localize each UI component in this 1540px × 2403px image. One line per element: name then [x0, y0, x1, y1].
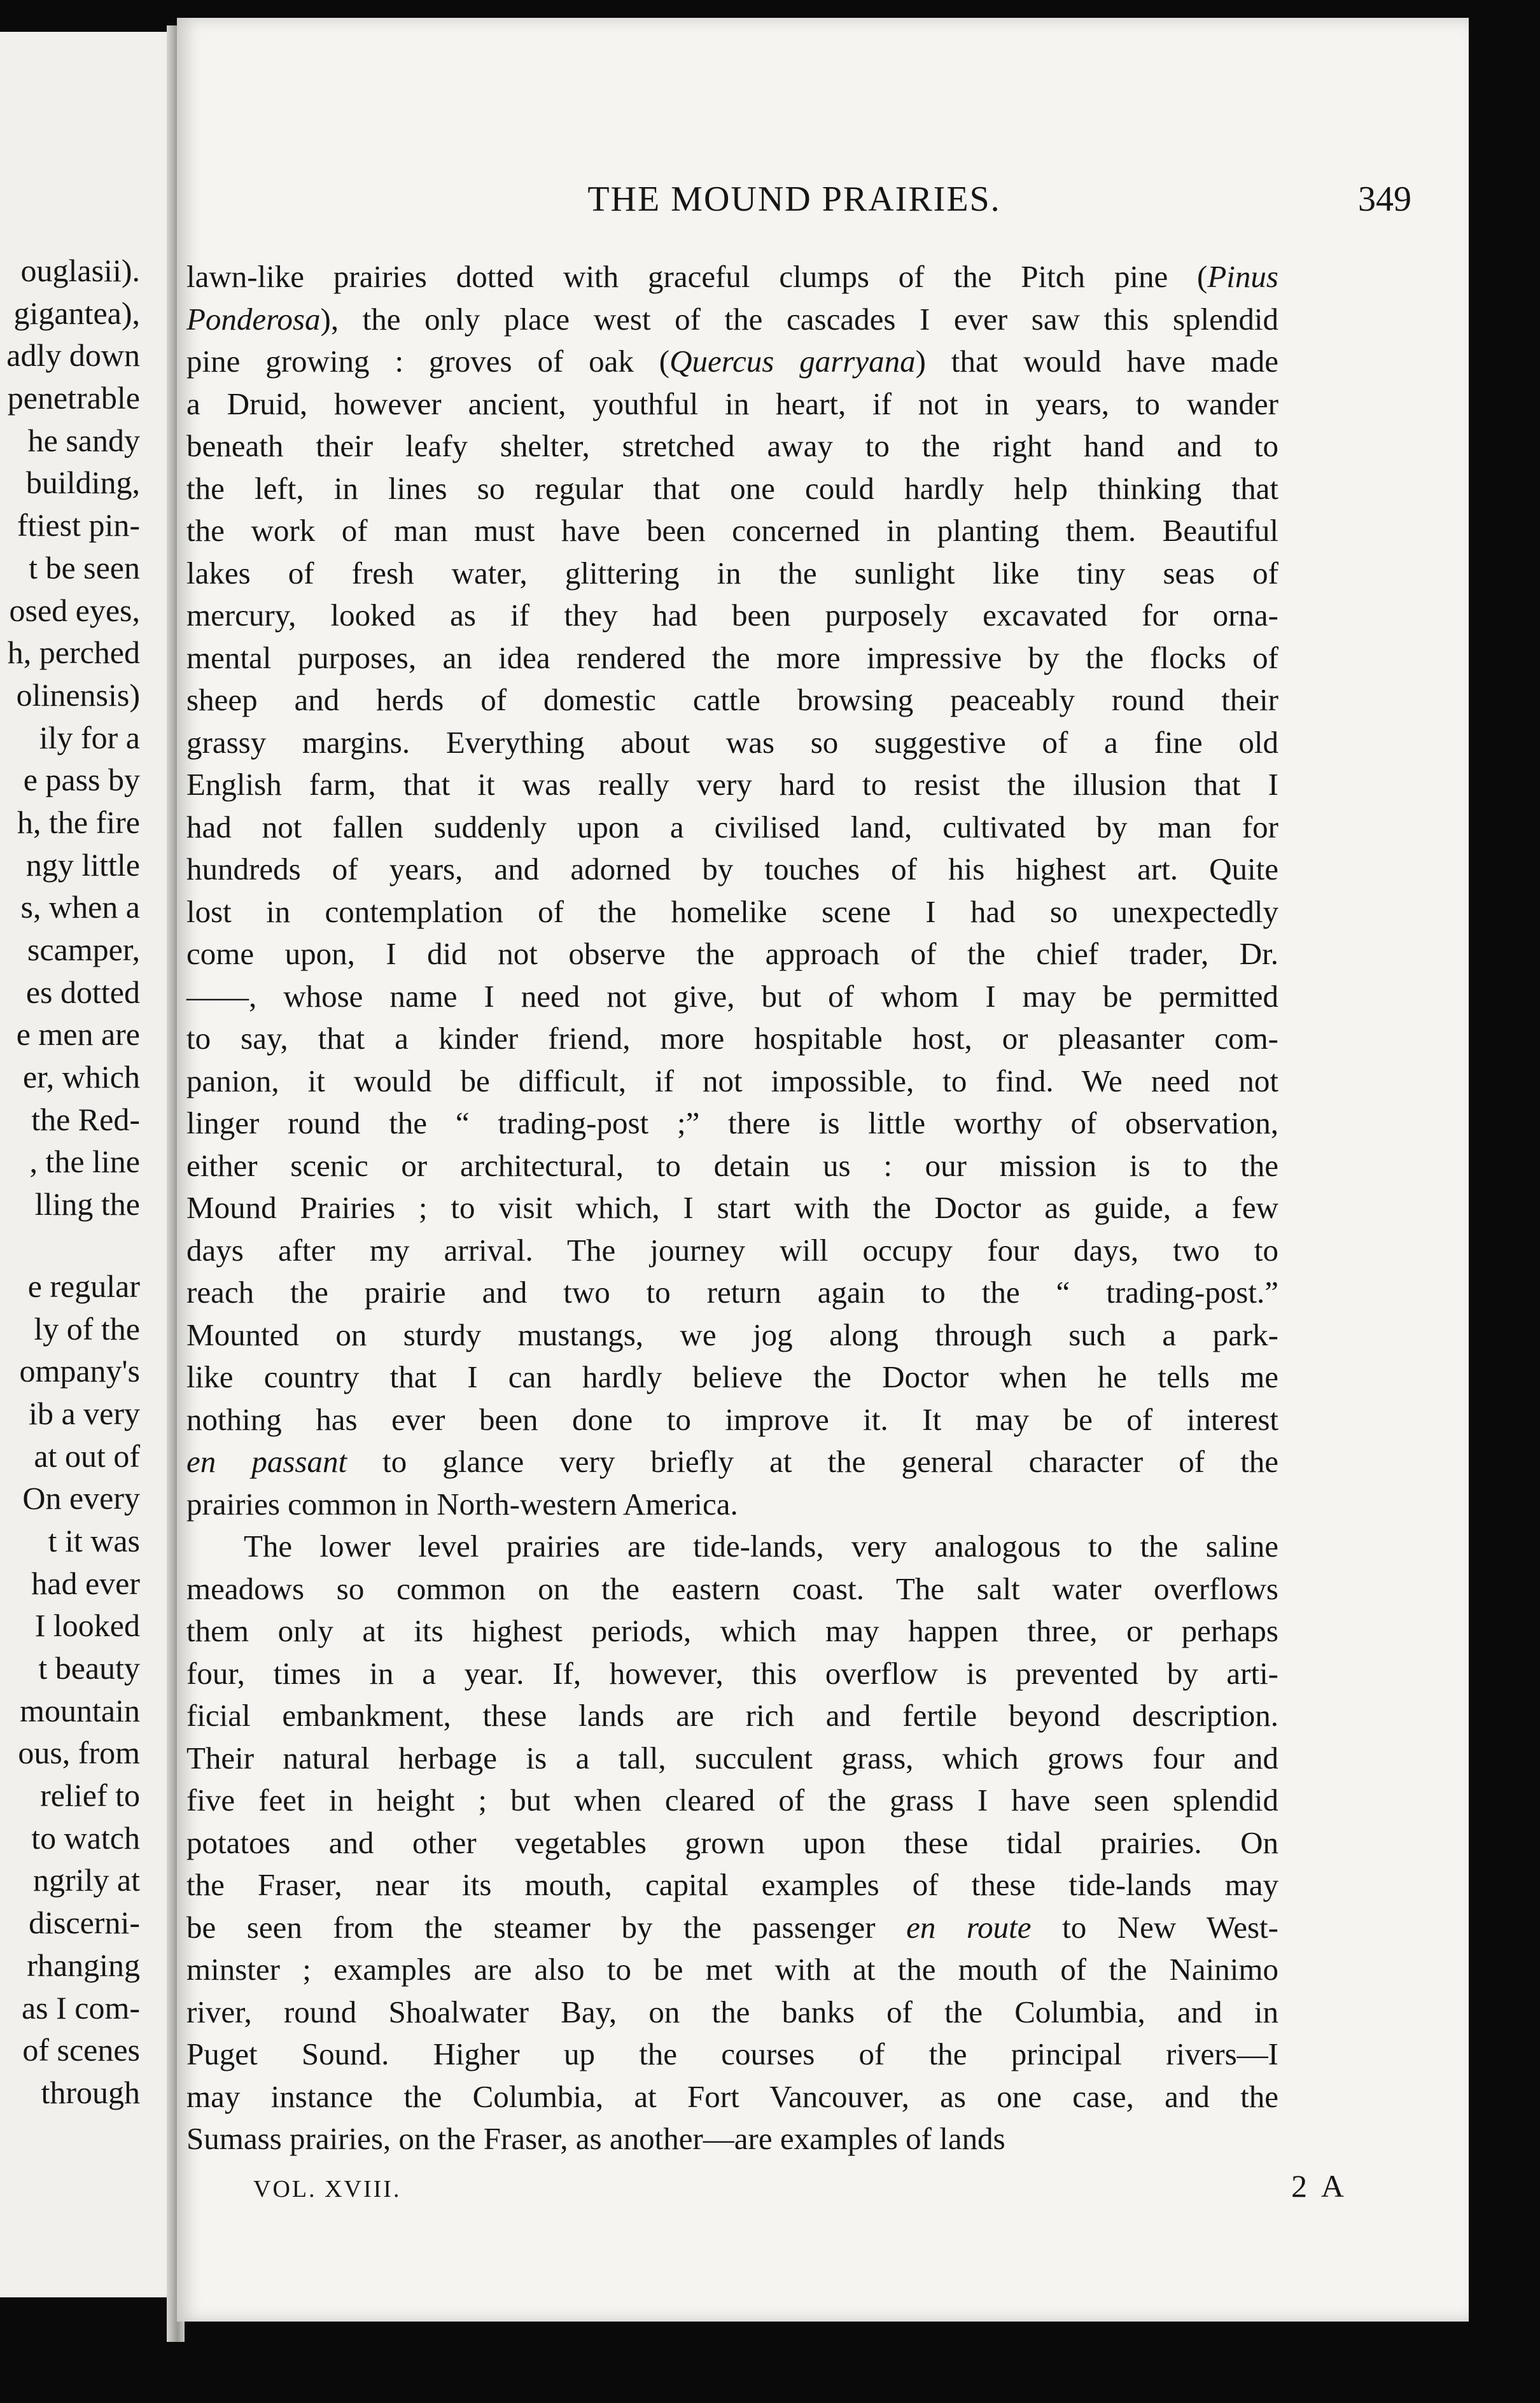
facing-page-line: t it was [48, 1522, 140, 1559]
text-line: river, round Shoalwater Bay, on the banks of the Columbia, and in [186, 1994, 1278, 2029]
facing-page-line: er, which [22, 1059, 140, 1095]
facing-page-line: adly down [6, 337, 140, 374]
text-line: The lower level prairies are tide-lands, very analogous to the saline [244, 1529, 1278, 1564]
italic-term: en route [906, 1909, 1032, 1945]
text-line: either scenic or architectural, to detain us : our mission is to the [186, 1147, 1278, 1183]
text-line: Ponderosa), the only place west of the cascades I ever saw this splendid [186, 301, 1278, 337]
paragraph-gap [6, 1226, 140, 1265]
italic-term: en passant [186, 1444, 347, 1479]
text-line: them only at its highest periods, which may happen three, or perhaps [186, 1613, 1278, 1648]
text-line: may instance the Columbia, at Fort Vancouver, as one case, and the [186, 2078, 1278, 2114]
text-line: days after my arrival. The journey will occupy four days, two to [186, 1232, 1278, 1268]
facing-page-line: had ever [31, 1565, 140, 1601]
paragraph [186, 256, 1278, 1525]
facing-page-line: gigantea), [13, 295, 140, 331]
facing-page-line: rhanging [27, 1947, 140, 1983]
text-line: Puget Sound. Higher up the courses of the principal rivers—I [186, 2036, 1278, 2071]
page [177, 18, 1469, 2322]
page-footer [253, 2168, 1348, 2213]
facing-page-line: as I com- [21, 1989, 140, 2026]
text-line: sheep and herds of domestic cattle browsing peaceably round their [186, 682, 1278, 717]
facing-page-line: lling the [34, 1186, 140, 1223]
facing-page-line: ouglasii). [20, 253, 140, 288]
facing-page-line: e regular [27, 1268, 140, 1304]
running-header [177, 177, 1469, 221]
text-line: come upon, I did not observe the approach of the chief trader, Dr. [186, 936, 1278, 971]
text-line: the work of man must have been concerned in planting them. Beautiful [186, 513, 1278, 548]
text-line: lakes of fresh water, glittering in the sunlight like tiny seas of [186, 555, 1278, 591]
text-line: had not fallen suddenly upon a civilised land, cultivated by man for [186, 809, 1278, 844]
facing-page-line: he sandy [27, 422, 140, 458]
facing-page-line: h, the fire [17, 804, 140, 840]
text-line: ficial embankment, these lands are rich and fertile beyond description. [186, 1698, 1278, 1733]
text-line: a Druid, however ancient, youthful in heart, if not in years, to wander [186, 386, 1278, 421]
text-line: nothing has ever been done to improve it. It may be of interest [186, 1401, 1278, 1437]
text-line: hundreds of years, and adorned by touches of his highest art. Quite [186, 851, 1278, 886]
facing-page-line: ngrily at [32, 1862, 140, 1898]
facing-page-line: h, perched [7, 634, 140, 671]
text-line: English farm, that it was really very hard to resist the illusion that I [186, 767, 1278, 802]
italic-term: Quercus garryana [669, 344, 916, 379]
facing-page-line: e pass by [23, 762, 140, 798]
text-line: lawn-like prairies dotted with graceful clumps of the Pitch pine (Pinus [186, 259, 1278, 294]
facing-page-text [6, 249, 140, 2114]
facing-page-line: mountain [20, 1692, 140, 1728]
body-text [186, 256, 1278, 2161]
text-line: ——, whose name I need not give, but of whom I may be permitted [186, 978, 1278, 1014]
facing-page-line: the Red- [31, 1101, 140, 1137]
text-line: be seen from the steamer by the passenger en route to New West- [186, 1909, 1278, 1945]
facing-page-line: ous, from [18, 1735, 140, 1771]
facing-page-line: s, when a [20, 889, 140, 925]
text-line: Their natural herbage is a tall, succulent grass, which grows four and [186, 1740, 1278, 1776]
facing-page-line: , the line [29, 1144, 140, 1180]
facing-page-line: I looked [34, 1608, 140, 1644]
facing-page-line: of scenes [22, 2032, 140, 2068]
italic-term: Ponderosa [186, 301, 321, 337]
facing-page-line: e men are [16, 1016, 140, 1053]
text-line: four, times in a year. If, however, this overflow is prevented by arti- [186, 1655, 1278, 1691]
facing-page-line: es dotted [25, 974, 140, 1010]
text-line: five feet in height ; but when cleared of the grass I have seen splendid [186, 1783, 1278, 1818]
signature-mark: 2 A [1291, 2168, 1348, 2204]
facing-page-line: at out of [34, 1438, 140, 1474]
text-line: grassy margins. Everything about was so suggestive of a fine old [186, 724, 1278, 760]
facing-page-line: relief to [40, 1777, 140, 1814]
facing-page-line: through [41, 2074, 140, 2110]
facing-page-line: osed eyes, [9, 592, 140, 628]
text-line: pine growing : groves of oak (Quercus garryana) that would have made [186, 344, 1279, 379]
text-line: like country that I can hardly believe the Doctor when he tells me [186, 1359, 1278, 1394]
facing-page-line: ompany's [19, 1353, 140, 1389]
text-line: en passant to glance very briefly at the general character of the [186, 1444, 1278, 1479]
text-line: Sumass prairies, on the Fraser, as another—are examples of lands [186, 2121, 1005, 2156]
text-line: the left, in lines so regular that one could hardly help thinking that [186, 470, 1278, 506]
text-line: mental purposes, an idea rendered the more impressive by the flocks of [186, 640, 1278, 675]
facing-page-line: On every [22, 1480, 140, 1517]
facing-page-line: to watch [31, 1819, 140, 1856]
text-line: beneath their leafy shelter, stretched away to the right hand and to [186, 428, 1278, 463]
text-line: mercury, looked as if they had been purposely excavated for orna- [186, 598, 1278, 633]
facing-page-line: scamper, [27, 932, 140, 967]
page-number: 349 [1358, 179, 1411, 219]
facing-page-line: penetrable [7, 380, 140, 416]
text-line: Mound Prairies ; to visit which, I start with the Doctor as guide, a few [186, 1190, 1278, 1225]
text-line: panion, it would be difficult, if not impossible, to find. We need not [186, 1063, 1278, 1098]
facing-page-line: t beauty [38, 1650, 140, 1686]
text-line: linger round the “ trading-post ;” there is little worthy of observation, [186, 1105, 1278, 1140]
facing-page-line: ftiest pin- [17, 507, 140, 543]
facing-page-fragment [0, 32, 167, 2297]
volume-label: VOL. XVIII. [253, 2176, 402, 2203]
text-line: prairies common in North-western America. [186, 1486, 738, 1522]
facing-page-line: ly of the [34, 1310, 140, 1347]
facing-page-line: ib a very [29, 1395, 140, 1431]
text-line: to say, that a kinder friend, more hospitable host, or pleasanter com- [186, 1021, 1278, 1056]
facing-page-line: building, [25, 465, 140, 501]
text-line: the Fraser, near its mouth, capital examples of these tide-lands may [186, 1867, 1278, 1902]
facing-page-line: ily for a [39, 719, 140, 755]
facing-page-line: discerni- [29, 1905, 140, 1941]
paragraph [186, 1525, 1278, 2161]
text-line: lost in contemplation of the homelike scene I had so unexpectedly [186, 893, 1278, 929]
facing-page-line: olinensis) [16, 676, 140, 713]
facing-page-line: ngy little [25, 846, 140, 883]
text-line: Mounted on sturdy mustangs, we jog along through such a park- [186, 1317, 1278, 1352]
italic-term: Pinus [1207, 259, 1278, 294]
text-line: minster ; examples are also to be met with at the mouth of the Nainimo [186, 1952, 1278, 1987]
text-line: potatoes and other vegetables grown upon these tidal prairies. On [186, 1825, 1278, 1860]
text-line: meadows so common on the eastern coast. The salt water overflows [186, 1571, 1278, 1606]
running-title: THE MOUND PRAIRIES. [587, 179, 1001, 219]
facing-page-line: t be seen [29, 549, 140, 585]
text-line: reach the prairie and two to return again to the “ trading-post.” [186, 1275, 1278, 1310]
